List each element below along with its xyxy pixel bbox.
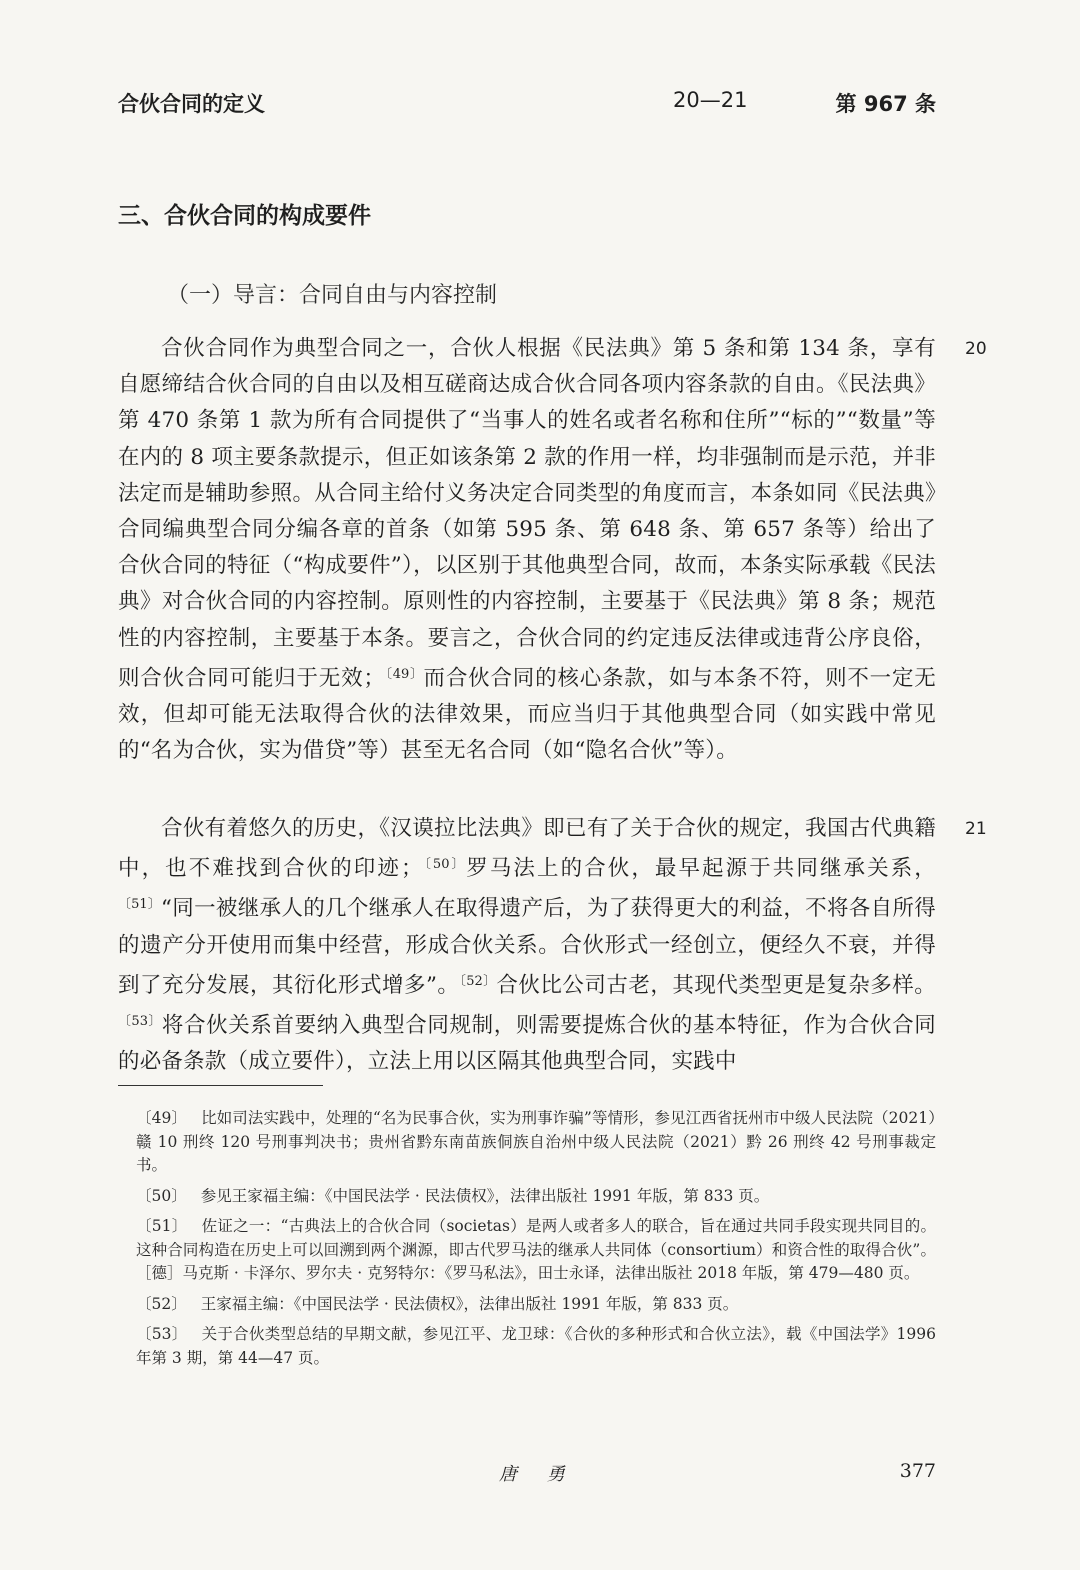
paragraph-text: 合伙有着悠久的历史，《汉谟拉比法典》即已有了关于合伙的规定，我国古代典籍中，也不难找到合伙的印迹；: [118, 816, 936, 882]
running-header: [118, 88, 936, 124]
footnote-divider: [118, 1085, 323, 1086]
footnote-ref-53[interactable]: 〔53〕: [118, 1014, 162, 1030]
footnote-49: [118, 1107, 936, 1178]
margin-number-20: 20: [965, 339, 987, 359]
header-margin-range: 20—21: [673, 88, 748, 112]
author-name: 唐 勇: [499, 1464, 577, 1485]
footnote-50: [118, 1185, 936, 1209]
footnote-ref-49[interactable]: 〔49〕: [385, 666, 424, 682]
paragraph-text: “同一被继承人的几个继承人在取得遗产后，为了获得更大的利益，不将各自所得的遗产分开使用而集中经营，形成合伙关系。合伙形式一经创立，便经久不衰，并得到了充分发展，其衍化形式增多”。: [118, 896, 936, 998]
section-title: 三、合伙合同的构成要件: [118, 203, 371, 229]
header-article: 第 967 条: [835, 92, 936, 116]
page-number: 377: [899, 1460, 936, 1482]
footnote-ref-50[interactable]: 〔50〕: [422, 857, 467, 873]
footnote-text: 参见王家福主编：《中国民法学 · 民法债权》，法律出版社 1991 年版，第 833 页。: [200, 1186, 770, 1205]
footnote-text: 关于合伙类型总结的早期文献，参见江平、龙卫球：《合伙的多种形式和合伙立法》，载《中国法学》1996 年第 3 期，第 44—47 页。: [136, 1325, 936, 1367]
page-footer: [118, 1460, 936, 1490]
footnote-number: 〔51〕: [136, 1217, 188, 1235]
footnote-53: [118, 1323, 936, 1370]
footnote-number: 〔53〕: [136, 1325, 188, 1343]
footnote-51: [118, 1215, 936, 1286]
footnote-number: 〔52〕: [136, 1294, 187, 1313]
footnote-number: 〔50〕: [136, 1186, 187, 1205]
footnotes: [118, 1107, 936, 1377]
paragraph-21: [118, 811, 936, 1080]
footnote-ref-51[interactable]: 〔51〕: [118, 897, 161, 913]
footnote-text: 王家福主编：《中国民法学 · 民法债权》，法律出版社 1991 年版，第 833 页。: [200, 1294, 739, 1313]
paragraph-text: 而合伙合同的核心条款，如与本条不符，则不一定无效，但却可能无法取得合伙的法律效果，而应当归于其他典型合同（如实践中常见的“名为合伙，实为借贷”等）甚至无名合同（如“隐名合伙”等）。: [118, 665, 936, 764]
paragraph-20: [118, 331, 936, 769]
paragraph-text: 合伙比公司古老，其现代类型更是复杂多样。: [496, 972, 936, 998]
paragraph-text: 将合伙关系首要纳入典型合同规制，则需要提炼合伙的基本特征，作为合伙合同的必备条款（成立要件），立法上用以区隔其他典型合同，实践中: [118, 1013, 936, 1075]
header-title: 合伙合同的定义: [118, 92, 265, 116]
footnote-text: 比如司法实践中，处理的“名为民事合伙，实为刑事诈骗”等情形，参见江西省抚州市中级人民法院（2021）赣 10 刑终 120 号刑事判决书；贵州省黔东南苗族侗族自治州中级人民法院（2021）黔 26 刑终 42 号刑事裁定书。: [136, 1109, 936, 1174]
footnote-ref-52[interactable]: 〔52〕: [459, 973, 497, 989]
footnote-number: 〔49〕: [136, 1109, 188, 1127]
footnote-52: [118, 1293, 936, 1317]
margin-number-21: 21: [965, 819, 987, 839]
paragraph-text: 合伙合同作为典型合同之一，合伙人根据《民法典》第 5 条和第 134 条，享有自愿缔结合伙合同的自由以及相互磋商达成合伙合同各项内容条款的自由。《民法典》第 470 条第 1 款为所有合同提供了“当事人的姓名或者名称和住所”“标的”“数量”等在内的 8 项主要条款提示，但正如该条第 2 款的作用一样，均非强制而是示范，并非法定而是辅助参照。从合同主给付义务决定合同类型的角度而言，本条如同《民法典》合同编典型合同分编各章的首条（如第 595 条、第 648 条、第 657 条等）给出了合伙合同的特征（“构成要件”），以区别于其他典型合同，故而，本条实际承载《民法典》对合伙合同的内容控制。原则性的内容控制，主要基于《民法典》第 8 条；规范性的内容控制，主要基于本条。要言之，合伙合同的约定违反法律或违背公序良俗，则合伙合同可能归于无效；: [118, 336, 936, 691]
paragraph-text: 罗马法上的合伙，最早起源于共同继承关系，: [466, 856, 936, 882]
footnote-text: 佐证之一：“古典法上的合伙合同（societas）是两人或者多人的联合，旨在通过共同手段实现共同目的。这种合同构造在历史上可以回溯到两个渊源，即古代罗马法的继承人共同体（consortium）和资合性的取得合伙”。［德］马克斯 · 卡泽尔、罗尔夫 · 克努特尔：《罗马私法》，田士永译，法律出版社 2018 年版，第 479—480 页。: [136, 1217, 936, 1282]
subsection-title: （一）导言：合同自由与内容控制: [167, 283, 498, 308]
